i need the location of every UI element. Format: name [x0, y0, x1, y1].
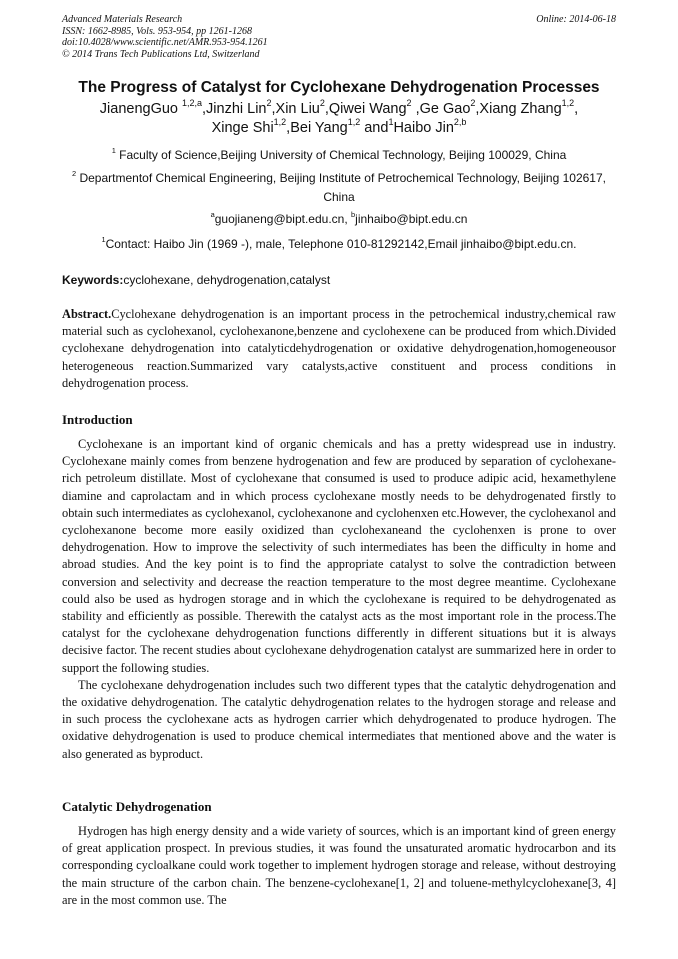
author: Xiang Zhang$^{1,2}$,: [479, 97, 579, 117]
author: Xinge Shi$^{1,2}$,: [211, 116, 291, 136]
copyright-line: © 2014 Trans Tech Publications Ltd, Switzerland: [62, 48, 260, 60]
keywords-text: cyclohexane, dehydrogenation,catalyst: [123, 273, 331, 287]
catalytic-heading: Catalytic Dehydrogenation: [62, 799, 212, 814]
author: Qiwei Wang$^2$ ,: [328, 97, 420, 117]
keywords-label: Keywords:: [62, 273, 124, 287]
journal-name: Advanced Materials Research: [62, 14, 183, 25]
author-list: [50, 97, 628, 138]
author: $^1$Haibo Jin$^{2,b}$: [388, 116, 467, 136]
online-date: Online: 2014-06-18: [536, 14, 616, 25]
email-line: $^a$guojianeng@bipt.edu.cn, $^b$jinhaibo@bipt.edu.cn: [210, 209, 468, 226]
abstract-label: Abstract.: [62, 307, 112, 321]
affiliation-2: $^2$ Departmentof Chemical Engineering, Beijing Institute of Petrochemical Technology, Beijing 102617, China: [71, 168, 606, 204]
introduction-body: [62, 436, 616, 763]
abstract: [62, 306, 616, 392]
introduction-heading: Introduction: [62, 412, 133, 427]
abstract-text: Cyclohexane dehydrogenation is an important process in the petrochemical industry,chemical raw material such as cyclohexanol, cyclohexanone,benzene and cyclohexene can be produced from which.Divided cyclohexane dehydrogenation into catalyticdehydrogenation or oxidative dehydrogenation,homogeneousor heterogeneous reaction.Summarized vary catalysts,active constituent and process conditions in dehydrogenation process.: [62, 307, 616, 390]
author: Bei Yang$^{1,2}$ and: [290, 116, 389, 136]
author: Jinzhi Lin$^2$,: [206, 97, 276, 117]
paper-title: The Progress of Catalyst for Cyclohexane Dehydrogenation Processes: [78, 79, 600, 96]
issn-line: ISSN: 1662-8985, Vols. 953-954, pp 1261-1268: [62, 25, 252, 37]
affiliation-1: $^1$ Faculty of Science,Beijing University of Chemical Technology, Beijing 100029, China: [111, 145, 567, 162]
paragraph: Cyclohexane is an important kind of organic chemicals and has a pretty widespread use in industry. Cyclohexane mainly comes from benzene hydrogenation and few are produced by separation of cyclohexane-rich petroleum distillate. Most of cyclohexane that consumed is used to produce adipic acid, hexamethylene diamine and caprolactam and in which process cyclohexane mostly needs to be dehydrogenated firstly to obtain such intermediates as cyclohexanol, cyclohexanone and cyclohenxen etc.However, the cyclohexanol and cyclohexanone become more easily oxidized than cyclohexaneand the cyclohenxen is prone to over dehydrogenation. How to improve the selectivity of such intermediates has been the difficulty in home and abroad studies. And the key point is to find the appropriate catalyst to solve the contradiction between conversion and selectivity and decrease the reaction temperature to the most degree meantime. Cyclohexane could also be used as hydrogen storage and in which the cyclohexane is required to be dehydrogenated as stability and efficiently as possible. Therewith the catalyst acts as the most important role in the process.The catalyst for the cyclohexane dehydrogenation functions differently in different situations but it is always decisive factor. The recent studies about cyclohexane dehydrogenation catalyst are summarized here in order to support the following studies.: [62, 437, 616, 675]
author: Xin Liu$^2$,: [275, 97, 329, 117]
catalytic-body: [62, 823, 616, 909]
keywords: [62, 273, 616, 287]
page-header: [62, 14, 616, 60]
author: Ge Gao$^2$,: [419, 97, 480, 117]
contact-line: $^1$Contact: Haibo Jin (1969 -), male, Telephone 010-81292142,Email jinhaibo@bipt.edu.cn.: [101, 234, 577, 251]
doi-line: doi:10.4028/www.scientific.net/AMR.953-954.1261: [62, 37, 268, 48]
paragraph: The cyclohexane dehydrogenation includes such two different types that the catalytic dehydrogenation and the oxidative dehydrogenation. The catalytic dehydrogenation relates to the hydrogen storage and release and in such process the cyclohexane acts as hydrogen carrier which dehydrogenated to produce hydrogen. The oxidative dehydrogenation is used to produce chemical intermediates that mentioned above and the water is also generated as byproduct.: [62, 677, 616, 761]
author: JianengGuo $^{1,2,a}$,: [99, 97, 207, 117]
paragraph: Hydrogen has high energy density and a wide variety of sources, which is an important kind of green energy of great application prospect. In previous studies, it was found the unsaturated aromatic hydrocarbon and its corresponding cycloalkane could work together to implement hydrogen storage and release, without destroying the main structure of the carbon chain. The benzene-cyclohexane[1, 2] and toluene-methylcyclohexane[3, 4] are in the most common use. The: [62, 824, 616, 907]
